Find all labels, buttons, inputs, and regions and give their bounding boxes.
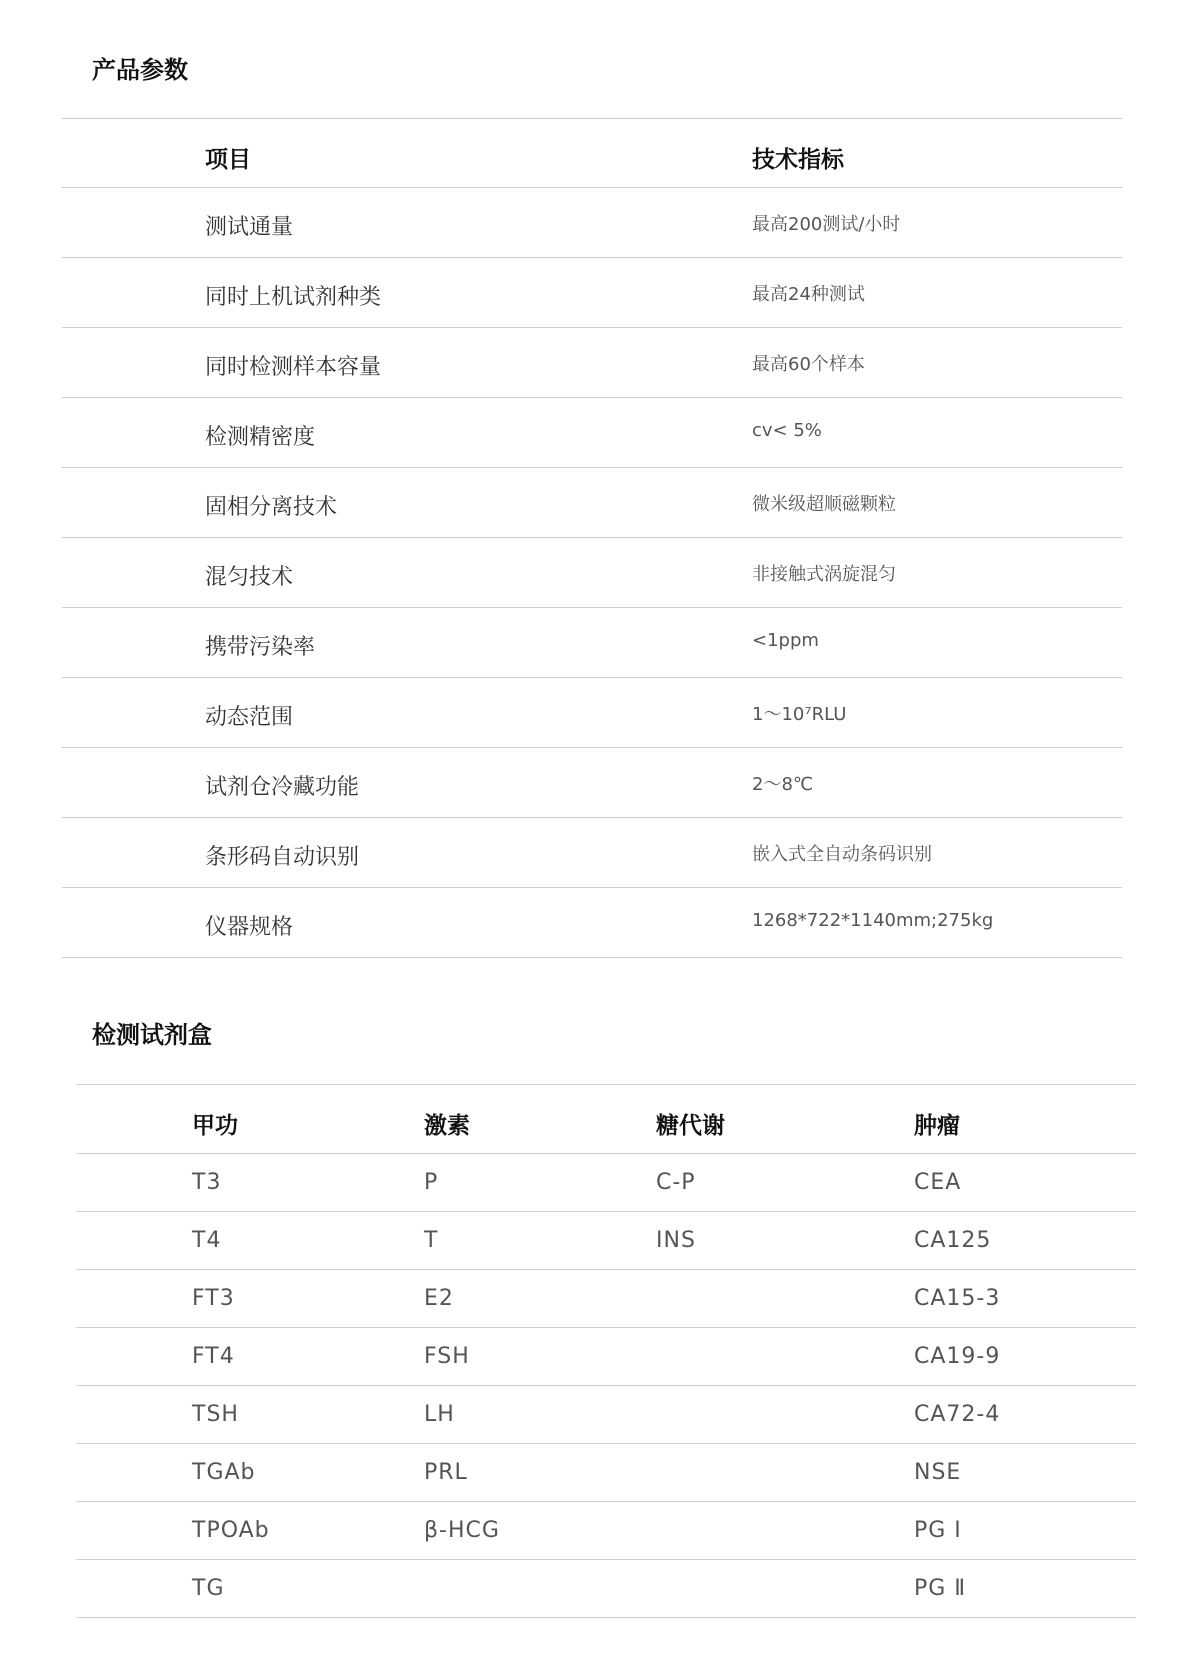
- kits-row: [76, 1560, 1136, 1618]
- param-value: <1ppm: [752, 630, 819, 651]
- kit-cell: T3: [192, 1170, 222, 1195]
- param-value: 1268*722*1140mm;275kg: [752, 910, 994, 931]
- params-row: [62, 748, 1122, 818]
- kit-cell: FT4: [192, 1344, 235, 1369]
- params-header-row: [62, 118, 1122, 188]
- param-value: 最高24种测试: [752, 284, 865, 305]
- params-row: [62, 818, 1122, 888]
- param-value: 最高60个样本: [752, 354, 865, 375]
- param-value: 2～8℃: [752, 774, 814, 795]
- kits-row: [76, 1212, 1136, 1270]
- kit-cell: CA125: [914, 1228, 992, 1253]
- kit-cell: P: [424, 1170, 439, 1195]
- kits-header-metabolism: 糖代谢: [656, 1113, 725, 1139]
- params-row: [62, 258, 1122, 328]
- param-name: 携带污染率: [205, 635, 316, 660]
- param-name: 混匀技术: [205, 565, 294, 590]
- param-name: 同时上机试剂种类: [205, 285, 382, 310]
- kit-cell: CA15-3: [914, 1286, 1001, 1311]
- kits-row: [76, 1386, 1136, 1444]
- kits-table: [76, 1084, 1136, 1618]
- kit-cell: E2: [424, 1286, 454, 1311]
- param-name: 仪器规格: [205, 915, 294, 940]
- params-row: [62, 468, 1122, 538]
- kit-cell: C-P: [656, 1170, 696, 1195]
- params-section-title: 产品参数: [92, 56, 188, 84]
- kit-cell: TG: [192, 1576, 225, 1601]
- param-name: 条形码自动识别: [205, 845, 360, 870]
- kits-row: [76, 1444, 1136, 1502]
- params-header-item: 项目: [205, 147, 251, 173]
- params-table: [62, 118, 1122, 958]
- kits-header-tumor: 肿瘤: [914, 1113, 960, 1139]
- kits-row: [76, 1328, 1136, 1386]
- param-value: 嵌入式全自动条码识别: [752, 844, 932, 865]
- kit-cell: NSE: [914, 1460, 962, 1485]
- param-name: 试剂仓冷藏功能: [205, 775, 360, 800]
- params-row: [62, 538, 1122, 608]
- kits-header-hormone: 激素: [424, 1113, 470, 1139]
- kits-row: [76, 1154, 1136, 1212]
- kits-row: [76, 1502, 1136, 1560]
- params-row: [62, 678, 1122, 748]
- param-name: 同时检测样本容量: [205, 355, 382, 380]
- kits-header-thyroid: 甲功: [192, 1113, 238, 1139]
- kit-cell: INS: [656, 1228, 696, 1253]
- params-row: [62, 398, 1122, 468]
- kits-header-row: [76, 1084, 1136, 1154]
- kit-cell: CEA: [914, 1170, 962, 1195]
- kit-cell: CA72-4: [914, 1402, 1001, 1427]
- param-value: cv< 5%: [752, 420, 822, 441]
- params-header-spec: 技术指标: [752, 147, 844, 173]
- kit-cell: β-HCG: [424, 1518, 500, 1543]
- param-name: 测试通量: [205, 215, 294, 240]
- param-name: 固相分离技术: [205, 495, 338, 520]
- param-value: 非接触式涡旋混匀: [752, 564, 896, 585]
- kit-cell: TGAb: [192, 1460, 256, 1485]
- params-row: [62, 188, 1122, 258]
- kit-cell: PRL: [424, 1460, 468, 1485]
- kit-cell: CA19-9: [914, 1344, 1001, 1369]
- kit-cell: FSH: [424, 1344, 470, 1369]
- params-row: [62, 328, 1122, 398]
- param-value: 微米级超顺磁颗粒: [752, 494, 896, 515]
- kit-cell: T4: [192, 1228, 222, 1253]
- kit-cell: LH: [424, 1402, 455, 1427]
- kits-row: [76, 1270, 1136, 1328]
- param-value: 1～10⁷RLU: [752, 704, 847, 725]
- kits-section-title: 检测试剂盒: [92, 1021, 212, 1049]
- kit-cell: TPOAb: [192, 1518, 270, 1543]
- kit-cell: TSH: [192, 1402, 239, 1427]
- kit-cell: T: [424, 1228, 439, 1253]
- kit-cell: PG Ⅱ: [914, 1576, 967, 1601]
- params-row: [62, 888, 1122, 958]
- kit-cell: PG Ⅰ: [914, 1518, 962, 1543]
- kit-cell: FT3: [192, 1286, 235, 1311]
- param-name: 检测精密度: [205, 425, 316, 450]
- param-value: 最高200测试/小时: [752, 214, 901, 235]
- params-row: [62, 608, 1122, 678]
- param-name: 动态范围: [205, 705, 294, 730]
